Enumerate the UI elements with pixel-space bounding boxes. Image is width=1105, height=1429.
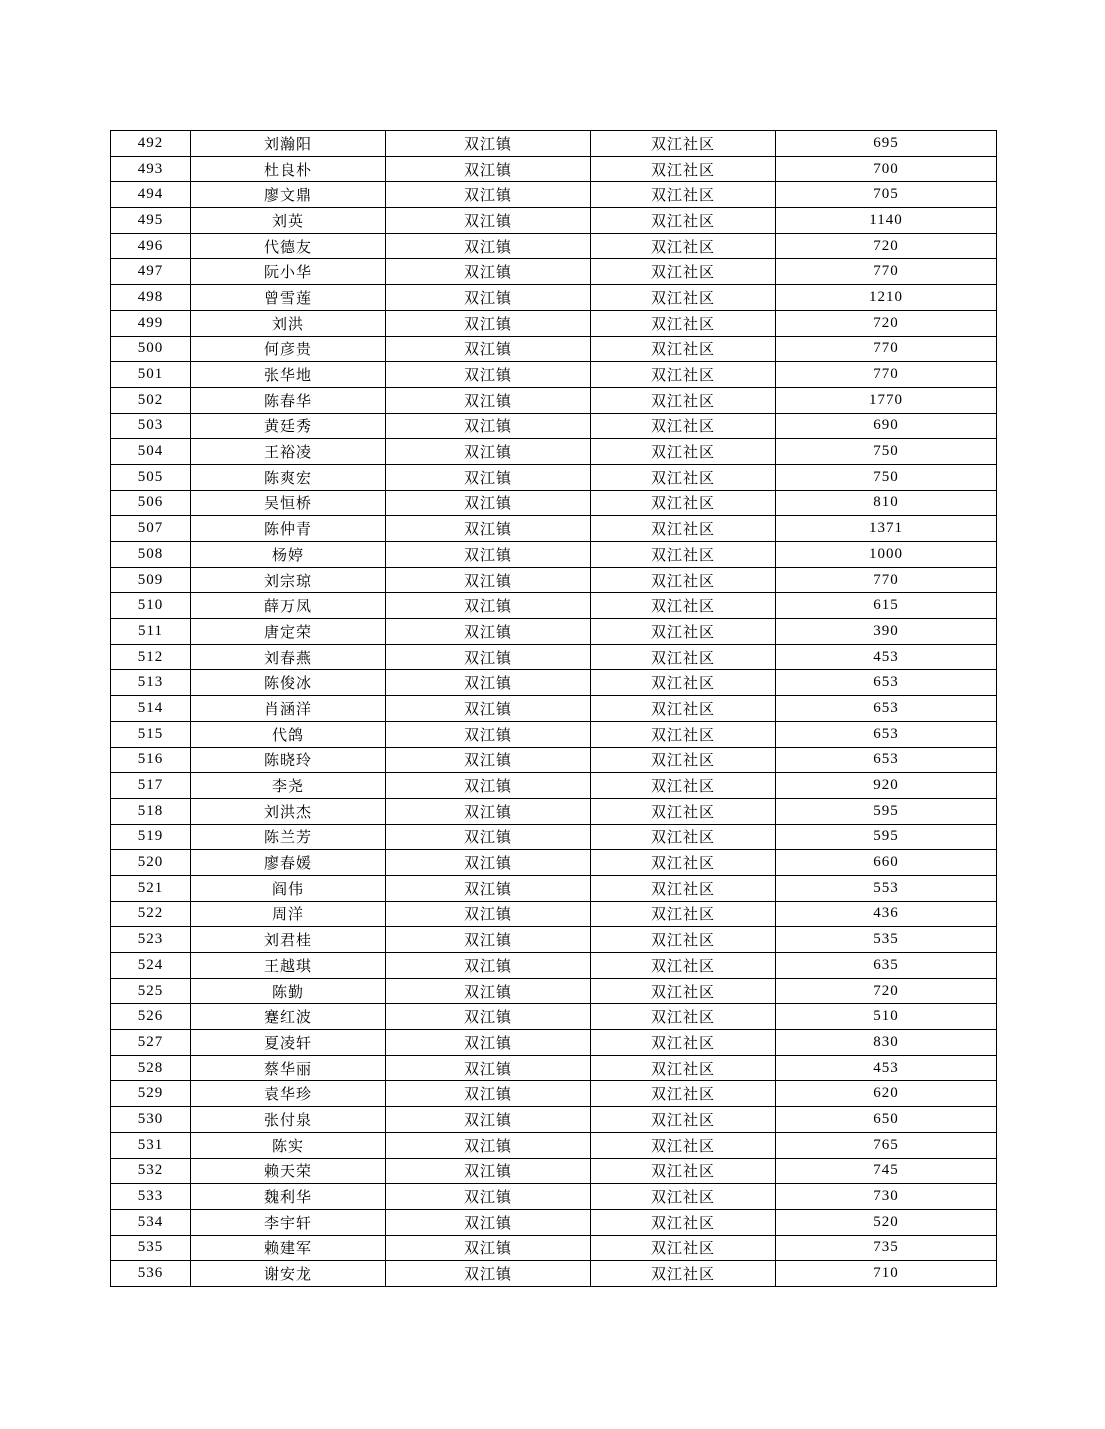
cell-town: 双江镇 [386, 362, 591, 388]
cell-amount: 720 [776, 310, 997, 336]
cell-amount: 710 [776, 1261, 997, 1287]
table-row [111, 927, 997, 953]
cell-amount: 436 [776, 901, 997, 927]
cell-town: 双江镇 [386, 208, 591, 234]
cell-id: 529 [111, 1081, 191, 1107]
cell-id: 492 [111, 131, 191, 157]
cell-amount: 830 [776, 1030, 997, 1056]
cell-town: 双江镇 [386, 1261, 591, 1287]
cell-community: 双江社区 [591, 1004, 776, 1030]
cell-name: 唐定荣 [191, 619, 386, 645]
table-row [111, 1132, 997, 1158]
cell-id: 505 [111, 464, 191, 490]
cell-town: 双江镇 [386, 233, 591, 259]
cell-community: 双江社区 [591, 773, 776, 799]
table-row [111, 1004, 997, 1030]
cell-amount: 635 [776, 953, 997, 979]
cell-name: 代鸽 [191, 721, 386, 747]
cell-town: 双江镇 [386, 721, 591, 747]
cell-name: 夏凌轩 [191, 1030, 386, 1056]
cell-community: 双江社区 [591, 696, 776, 722]
cell-amount: 730 [776, 1184, 997, 1210]
cell-id: 508 [111, 542, 191, 568]
table-row [111, 798, 997, 824]
table-row [111, 336, 997, 362]
cell-community: 双江社区 [591, 490, 776, 516]
cell-community: 双江社区 [591, 310, 776, 336]
cell-community: 双江社区 [591, 464, 776, 490]
cell-id: 520 [111, 850, 191, 876]
table-row [111, 619, 997, 645]
cell-id: 501 [111, 362, 191, 388]
cell-name: 刘春燕 [191, 644, 386, 670]
cell-community: 双江社区 [591, 1158, 776, 1184]
cell-community: 双江社区 [591, 156, 776, 182]
cell-name: 黄廷秀 [191, 413, 386, 439]
cell-amount: 690 [776, 413, 997, 439]
cell-community: 双江社区 [591, 208, 776, 234]
table-row [111, 1081, 997, 1107]
cell-name: 袁华珍 [191, 1081, 386, 1107]
cell-community: 双江社区 [591, 182, 776, 208]
cell-community: 双江社区 [591, 1030, 776, 1056]
cell-community: 双江社区 [591, 927, 776, 953]
cell-name: 刘宗琼 [191, 567, 386, 593]
cell-community: 双江社区 [591, 413, 776, 439]
cell-town: 双江镇 [386, 1132, 591, 1158]
table-row [111, 156, 997, 182]
cell-town: 双江镇 [386, 875, 591, 901]
table-row [111, 644, 997, 670]
cell-community: 双江社区 [591, 387, 776, 413]
cell-name: 阎伟 [191, 875, 386, 901]
cell-id: 504 [111, 439, 191, 465]
cell-name: 陈仲青 [191, 516, 386, 542]
cell-id: 497 [111, 259, 191, 285]
cell-amount: 695 [776, 131, 997, 157]
cell-community: 双江社区 [591, 1081, 776, 1107]
table-row [111, 542, 997, 568]
cell-amount: 553 [776, 875, 997, 901]
cell-id: 512 [111, 644, 191, 670]
cell-id: 514 [111, 696, 191, 722]
cell-amount: 720 [776, 233, 997, 259]
cell-amount: 453 [776, 644, 997, 670]
cell-town: 双江镇 [386, 464, 591, 490]
cell-community: 双江社区 [591, 670, 776, 696]
cell-name: 刘君桂 [191, 927, 386, 953]
cell-town: 双江镇 [386, 413, 591, 439]
cell-name: 张付泉 [191, 1107, 386, 1133]
cell-town: 双江镇 [386, 747, 591, 773]
cell-name: 李宇轩 [191, 1209, 386, 1235]
table-row [111, 721, 997, 747]
roster-table [110, 130, 997, 1287]
cell-town: 双江镇 [386, 1004, 591, 1030]
cell-id: 515 [111, 721, 191, 747]
cell-name: 杜良朴 [191, 156, 386, 182]
cell-amount: 770 [776, 567, 997, 593]
cell-amount: 615 [776, 593, 997, 619]
cell-town: 双江镇 [386, 182, 591, 208]
cell-name: 谢安龙 [191, 1261, 386, 1287]
table-row [111, 259, 997, 285]
cell-amount: 595 [776, 824, 997, 850]
cell-name: 刘英 [191, 208, 386, 234]
cell-community: 双江社区 [591, 619, 776, 645]
table-row [111, 567, 997, 593]
cell-name: 蔡华丽 [191, 1055, 386, 1081]
cell-id: 528 [111, 1055, 191, 1081]
table-row [111, 824, 997, 850]
cell-town: 双江镇 [386, 310, 591, 336]
table-row [111, 285, 997, 311]
cell-name: 刘瀚阳 [191, 131, 386, 157]
cell-community: 双江社区 [591, 259, 776, 285]
cell-town: 双江镇 [386, 644, 591, 670]
cell-name: 何彦贵 [191, 336, 386, 362]
cell-id: 494 [111, 182, 191, 208]
cell-name: 代德友 [191, 233, 386, 259]
cell-name: 蹇红波 [191, 1004, 386, 1030]
cell-name: 王裕凌 [191, 439, 386, 465]
table-row [111, 670, 997, 696]
cell-community: 双江社区 [591, 875, 776, 901]
cell-community: 双江社区 [591, 747, 776, 773]
cell-id: 522 [111, 901, 191, 927]
cell-community: 双江社区 [591, 439, 776, 465]
cell-town: 双江镇 [386, 824, 591, 850]
cell-name: 魏利华 [191, 1184, 386, 1210]
cell-id: 513 [111, 670, 191, 696]
cell-name: 赖天荣 [191, 1158, 386, 1184]
cell-town: 双江镇 [386, 1184, 591, 1210]
cell-id: 534 [111, 1209, 191, 1235]
table-row [111, 773, 997, 799]
table-row [111, 1030, 997, 1056]
table-row [111, 490, 997, 516]
table-row [111, 516, 997, 542]
cell-town: 双江镇 [386, 978, 591, 1004]
cell-town: 双江镇 [386, 696, 591, 722]
table-row [111, 310, 997, 336]
cell-id: 516 [111, 747, 191, 773]
cell-amount: 1000 [776, 542, 997, 568]
cell-name: 陈勤 [191, 978, 386, 1004]
cell-town: 双江镇 [386, 1055, 591, 1081]
cell-amount: 535 [776, 927, 997, 953]
table-row [111, 387, 997, 413]
table-row [111, 901, 997, 927]
cell-amount: 1770 [776, 387, 997, 413]
cell-town: 双江镇 [386, 927, 591, 953]
cell-town: 双江镇 [386, 1081, 591, 1107]
cell-id: 500 [111, 336, 191, 362]
cell-community: 双江社区 [591, 1107, 776, 1133]
table-row [111, 233, 997, 259]
cell-community: 双江社区 [591, 978, 776, 1004]
cell-amount: 653 [776, 670, 997, 696]
table-row [111, 978, 997, 1004]
cell-amount: 595 [776, 798, 997, 824]
cell-id: 530 [111, 1107, 191, 1133]
cell-id: 496 [111, 233, 191, 259]
cell-community: 双江社区 [591, 1209, 776, 1235]
cell-town: 双江镇 [386, 773, 591, 799]
table-row [111, 1184, 997, 1210]
cell-id: 506 [111, 490, 191, 516]
table-row [111, 362, 997, 388]
cell-amount: 510 [776, 1004, 997, 1030]
cell-community: 双江社区 [591, 542, 776, 568]
cell-amount: 653 [776, 747, 997, 773]
cell-id: 524 [111, 953, 191, 979]
cell-town: 双江镇 [386, 156, 591, 182]
cell-community: 双江社区 [591, 1235, 776, 1261]
table-row [111, 413, 997, 439]
table-row [111, 1209, 997, 1235]
cell-community: 双江社区 [591, 362, 776, 388]
table-row [111, 747, 997, 773]
table-row [111, 1055, 997, 1081]
cell-community: 双江社区 [591, 644, 776, 670]
cell-town: 双江镇 [386, 490, 591, 516]
cell-name: 陈晓玲 [191, 747, 386, 773]
cell-amount: 770 [776, 362, 997, 388]
cell-id: 532 [111, 1158, 191, 1184]
cell-name: 阮小华 [191, 259, 386, 285]
table-row [111, 593, 997, 619]
cell-id: 526 [111, 1004, 191, 1030]
cell-town: 双江镇 [386, 1209, 591, 1235]
cell-amount: 700 [776, 156, 997, 182]
cell-community: 双江社区 [591, 1132, 776, 1158]
table-row [111, 439, 997, 465]
cell-id: 493 [111, 156, 191, 182]
cell-community: 双江社区 [591, 516, 776, 542]
cell-id: 498 [111, 285, 191, 311]
cell-name: 王越琪 [191, 953, 386, 979]
cell-town: 双江镇 [386, 619, 591, 645]
cell-amount: 705 [776, 182, 997, 208]
cell-amount: 1210 [776, 285, 997, 311]
cell-town: 双江镇 [386, 798, 591, 824]
cell-town: 双江镇 [386, 953, 591, 979]
cell-id: 535 [111, 1235, 191, 1261]
cell-id: 531 [111, 1132, 191, 1158]
cell-community: 双江社区 [591, 233, 776, 259]
cell-amount: 735 [776, 1235, 997, 1261]
table-row [111, 1235, 997, 1261]
cell-amount: 765 [776, 1132, 997, 1158]
cell-town: 双江镇 [386, 516, 591, 542]
cell-community: 双江社区 [591, 1055, 776, 1081]
cell-name: 赖建军 [191, 1235, 386, 1261]
cell-community: 双江社区 [591, 1261, 776, 1287]
cell-town: 双江镇 [386, 567, 591, 593]
cell-amount: 520 [776, 1209, 997, 1235]
cell-id: 518 [111, 798, 191, 824]
cell-id: 507 [111, 516, 191, 542]
cell-town: 双江镇 [386, 850, 591, 876]
cell-town: 双江镇 [386, 1107, 591, 1133]
cell-name: 李尧 [191, 773, 386, 799]
table-row [111, 182, 997, 208]
cell-name: 廖文鼎 [191, 182, 386, 208]
cell-amount: 653 [776, 721, 997, 747]
table-row [111, 1158, 997, 1184]
table-row [111, 464, 997, 490]
cell-amount: 390 [776, 619, 997, 645]
cell-name: 薛万凤 [191, 593, 386, 619]
cell-id: 536 [111, 1261, 191, 1287]
cell-id: 495 [111, 208, 191, 234]
cell-name: 陈春华 [191, 387, 386, 413]
cell-town: 双江镇 [386, 1235, 591, 1261]
cell-amount: 720 [776, 978, 997, 1004]
cell-id: 519 [111, 824, 191, 850]
cell-amount: 1140 [776, 208, 997, 234]
cell-id: 499 [111, 310, 191, 336]
cell-town: 双江镇 [386, 1158, 591, 1184]
table-row [111, 696, 997, 722]
cell-community: 双江社区 [591, 901, 776, 927]
table-row [111, 1261, 997, 1287]
cell-town: 双江镇 [386, 387, 591, 413]
cell-name: 陈实 [191, 1132, 386, 1158]
cell-town: 双江镇 [386, 336, 591, 362]
cell-amount: 660 [776, 850, 997, 876]
cell-community: 双江社区 [591, 850, 776, 876]
cell-amount: 650 [776, 1107, 997, 1133]
cell-community: 双江社区 [591, 953, 776, 979]
cell-town: 双江镇 [386, 1030, 591, 1056]
cell-id: 503 [111, 413, 191, 439]
cell-id: 517 [111, 773, 191, 799]
cell-id: 533 [111, 1184, 191, 1210]
cell-name: 陈兰芳 [191, 824, 386, 850]
cell-town: 双江镇 [386, 670, 591, 696]
cell-name: 肖涵洋 [191, 696, 386, 722]
cell-id: 523 [111, 927, 191, 953]
cell-amount: 770 [776, 336, 997, 362]
cell-community: 双江社区 [591, 131, 776, 157]
cell-name: 吴恒桥 [191, 490, 386, 516]
cell-amount: 620 [776, 1081, 997, 1107]
cell-town: 双江镇 [386, 285, 591, 311]
cell-name: 周洋 [191, 901, 386, 927]
cell-id: 527 [111, 1030, 191, 1056]
cell-amount: 453 [776, 1055, 997, 1081]
cell-town: 双江镇 [386, 901, 591, 927]
cell-id: 502 [111, 387, 191, 413]
cell-town: 双江镇 [386, 131, 591, 157]
cell-id: 521 [111, 875, 191, 901]
cell-id: 525 [111, 978, 191, 1004]
cell-id: 509 [111, 567, 191, 593]
cell-amount: 920 [776, 773, 997, 799]
cell-amount: 770 [776, 259, 997, 285]
cell-amount: 750 [776, 464, 997, 490]
cell-town: 双江镇 [386, 439, 591, 465]
cell-name: 刘洪杰 [191, 798, 386, 824]
cell-amount: 653 [776, 696, 997, 722]
cell-name: 刘洪 [191, 310, 386, 336]
cell-community: 双江社区 [591, 824, 776, 850]
table-row [111, 875, 997, 901]
cell-name: 廖春媛 [191, 850, 386, 876]
cell-name: 陈俊冰 [191, 670, 386, 696]
cell-community: 双江社区 [591, 721, 776, 747]
cell-amount: 750 [776, 439, 997, 465]
cell-name: 陈爽宏 [191, 464, 386, 490]
cell-name: 张华地 [191, 362, 386, 388]
table-row [111, 850, 997, 876]
cell-community: 双江社区 [591, 798, 776, 824]
cell-community: 双江社区 [591, 1184, 776, 1210]
cell-id: 511 [111, 619, 191, 645]
cell-community: 双江社区 [591, 567, 776, 593]
cell-name: 曾雪莲 [191, 285, 386, 311]
table-row [111, 208, 997, 234]
cell-name: 杨婷 [191, 542, 386, 568]
table-row [111, 1107, 997, 1133]
cell-community: 双江社区 [591, 285, 776, 311]
cell-town: 双江镇 [386, 259, 591, 285]
cell-amount: 745 [776, 1158, 997, 1184]
table-row [111, 953, 997, 979]
cell-amount: 1371 [776, 516, 997, 542]
cell-town: 双江镇 [386, 593, 591, 619]
cell-id: 510 [111, 593, 191, 619]
cell-town: 双江镇 [386, 542, 591, 568]
cell-amount: 810 [776, 490, 997, 516]
table-row [111, 131, 997, 157]
cell-community: 双江社区 [591, 336, 776, 362]
cell-community: 双江社区 [591, 593, 776, 619]
